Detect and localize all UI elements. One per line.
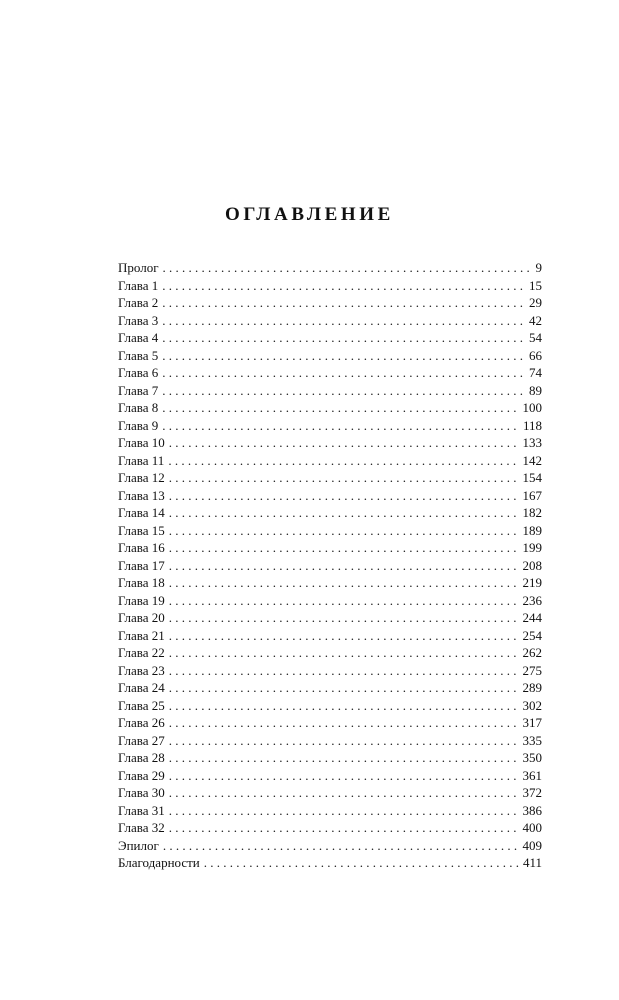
dot-leader (169, 802, 520, 820)
toc-entry-page-number: 275 (522, 662, 542, 678)
dot-leader (169, 784, 520, 802)
toc-entry-title: Глава 27 (118, 732, 165, 748)
toc-entry-title: Глава 5 (118, 347, 159, 363)
toc-entry[interactable] (118, 592, 542, 610)
toc-entry[interactable] (118, 662, 542, 680)
dot-leader (169, 767, 520, 785)
toc-entry[interactable] (118, 522, 542, 540)
toc-entry[interactable] (118, 312, 542, 330)
dot-leader (168, 452, 519, 470)
dot-leader (169, 504, 520, 522)
toc-entry-page-number: 54 (529, 330, 542, 345)
toc-entry[interactable] (118, 609, 542, 627)
toc-entry-title: Глава 15 (118, 522, 165, 538)
toc-entry[interactable] (118, 434, 542, 452)
toc-entry-title: Благодарности (118, 855, 200, 870)
toc-entry-page-number: 411 (522, 855, 542, 870)
toc-entry-title: Глава 9 (118, 417, 159, 433)
toc-entry-title: Глава 26 (118, 715, 165, 730)
toc-entry[interactable] (118, 697, 542, 715)
toc-entry-title: Глава 14 (118, 505, 165, 520)
toc-entry-page-number: 66 (529, 347, 542, 363)
toc-entry-title: Глава 21 (118, 627, 165, 643)
toc-entry[interactable] (118, 574, 542, 592)
toc-entry[interactable] (118, 294, 542, 312)
toc-entry-page-number: 372 (522, 785, 542, 800)
toc-entry[interactable] (118, 259, 542, 277)
dot-leader (169, 434, 520, 452)
dot-leader (162, 417, 520, 435)
toc-entry-page-number: 100 (522, 400, 542, 415)
toc-entry-page-number: 15 (529, 277, 542, 293)
toc-entry-page-number: 361 (522, 767, 542, 783)
dot-leader (162, 347, 526, 365)
toc-entry[interactable] (118, 749, 542, 767)
toc-entry-title: Эпилог (118, 837, 159, 853)
dot-leader (204, 854, 520, 872)
page-title: ОГЛАВЛЕНИЕ (225, 204, 394, 225)
toc-entry-page-number: 244 (522, 610, 542, 625)
toc-entry[interactable] (118, 487, 542, 505)
toc-entry-page-number: 289 (522, 680, 542, 695)
toc-entry[interactable] (118, 802, 542, 820)
dot-leader (169, 557, 520, 575)
toc-entry[interactable] (118, 679, 542, 697)
toc-entry-page-number: 254 (522, 627, 542, 643)
dot-leader (169, 592, 520, 610)
toc-entry-title: Глава 4 (118, 330, 159, 345)
toc-entry[interactable] (118, 732, 542, 750)
toc-entry-page-number: 335 (522, 732, 542, 748)
dot-leader (162, 294, 526, 312)
dot-leader (169, 732, 520, 750)
toc-entry[interactable] (118, 539, 542, 557)
toc-entry[interactable] (118, 784, 542, 802)
toc-entry[interactable] (118, 469, 542, 487)
toc-entry-page-number: 302 (522, 697, 542, 713)
toc-entry-title: Глава 2 (118, 295, 159, 310)
toc-entry-title: Пролог (118, 260, 159, 275)
toc-entry-page-number: 154 (522, 470, 542, 485)
toc-entry[interactable] (118, 504, 542, 522)
dot-leader (162, 329, 526, 347)
toc-entry-page-number: 29 (529, 295, 542, 310)
toc-entry-page-number: 133 (522, 435, 542, 450)
toc-entry-title: Глава 28 (118, 750, 165, 765)
toc-entry[interactable] (118, 767, 542, 785)
toc-entry-title: Глава 6 (118, 365, 159, 380)
toc-entry-title: Глава 17 (118, 557, 165, 573)
toc-entry-page-number: 262 (522, 645, 542, 660)
toc-entry-page-number: 189 (522, 522, 542, 538)
toc-entry-title: Глава 29 (118, 767, 165, 783)
toc-entry-page-number: 386 (522, 802, 542, 818)
toc-entry[interactable] (118, 644, 542, 662)
toc-entry[interactable] (118, 837, 542, 855)
dot-leader (169, 662, 520, 680)
dot-leader (162, 364, 526, 382)
toc-entry[interactable] (118, 714, 542, 732)
toc-entry-title: Глава 11 (118, 452, 165, 468)
toc-entry[interactable] (118, 329, 542, 347)
toc-entry-page-number: 167 (522, 487, 542, 503)
dot-leader (169, 749, 520, 767)
toc-list (118, 259, 542, 872)
toc-entry[interactable] (118, 364, 542, 382)
toc-entry[interactable] (118, 399, 542, 417)
toc-entry-title: Глава 25 (118, 697, 165, 713)
toc-entry-page-number: 409 (522, 837, 542, 853)
dot-leader (169, 522, 520, 540)
toc-entry-page-number: 317 (522, 715, 542, 730)
toc-entry[interactable] (118, 347, 542, 365)
toc-entry-page-number: 182 (522, 505, 542, 520)
toc-entry-title: Глава 19 (118, 592, 165, 608)
dot-leader (162, 382, 526, 400)
toc-entry-title: Глава 20 (118, 610, 165, 625)
toc-entry-title: Глава 24 (118, 680, 165, 695)
toc-entry-page-number: 350 (522, 750, 542, 765)
dot-leader (169, 644, 520, 662)
toc-entry-page-number: 236 (522, 592, 542, 608)
toc-entry-title: Глава 16 (118, 540, 165, 555)
toc-entry-page-number: 208 (522, 557, 542, 573)
dot-leader (163, 837, 520, 855)
dot-leader (169, 627, 520, 645)
toc-entry[interactable] (118, 382, 542, 400)
toc-entry-title: Глава 1 (118, 277, 159, 293)
dot-leader (162, 277, 526, 295)
toc-entry-title: Глава 23 (118, 662, 165, 678)
toc-entry-page-number: 142 (522, 452, 542, 468)
dot-leader (169, 819, 520, 837)
dot-leader (169, 469, 520, 487)
dot-leader (169, 487, 520, 505)
toc-entry[interactable] (118, 557, 542, 575)
toc-entry-title: Глава 30 (118, 785, 165, 800)
toc-entry[interactable] (118, 854, 542, 872)
toc-entry[interactable] (118, 627, 542, 645)
toc-entry-title: Глава 10 (118, 435, 165, 450)
toc-entry-page-number: 9 (535, 260, 542, 275)
toc-entry-title: Глава 12 (118, 470, 165, 485)
dot-leader (162, 399, 519, 417)
dot-leader (169, 714, 520, 732)
dot-leader (169, 697, 520, 715)
toc-entry-page-number: 219 (522, 575, 542, 590)
toc-entry[interactable] (118, 819, 542, 837)
toc-entry-title: Глава 31 (118, 802, 165, 818)
dot-leader (169, 539, 520, 557)
dot-leader (162, 312, 526, 330)
dot-leader (169, 609, 520, 627)
toc-entry[interactable] (118, 452, 542, 470)
toc-entry-page-number: 74 (529, 365, 542, 380)
toc-entry[interactable] (118, 417, 542, 435)
toc-entry-page-number: 199 (522, 540, 542, 555)
toc-entry-title: Глава 32 (118, 820, 165, 835)
dot-leader (169, 574, 520, 592)
toc-entry[interactable] (118, 277, 542, 295)
toc-entry-title: Глава 18 (118, 575, 165, 590)
toc-entry-title: Глава 13 (118, 487, 165, 503)
dot-leader (169, 679, 520, 697)
toc-entry-title: Глава 3 (118, 312, 159, 328)
toc-entry-page-number: 89 (529, 382, 542, 398)
toc-entry-page-number: 118 (522, 417, 542, 433)
toc-entry-page-number: 400 (522, 820, 542, 835)
toc-entry-title: Глава 7 (118, 382, 159, 398)
toc-entry-page-number: 42 (529, 312, 542, 328)
dot-leader (163, 259, 533, 277)
toc-entry-title: Глава 8 (118, 400, 159, 415)
toc-entry-title: Глава 22 (118, 645, 165, 660)
